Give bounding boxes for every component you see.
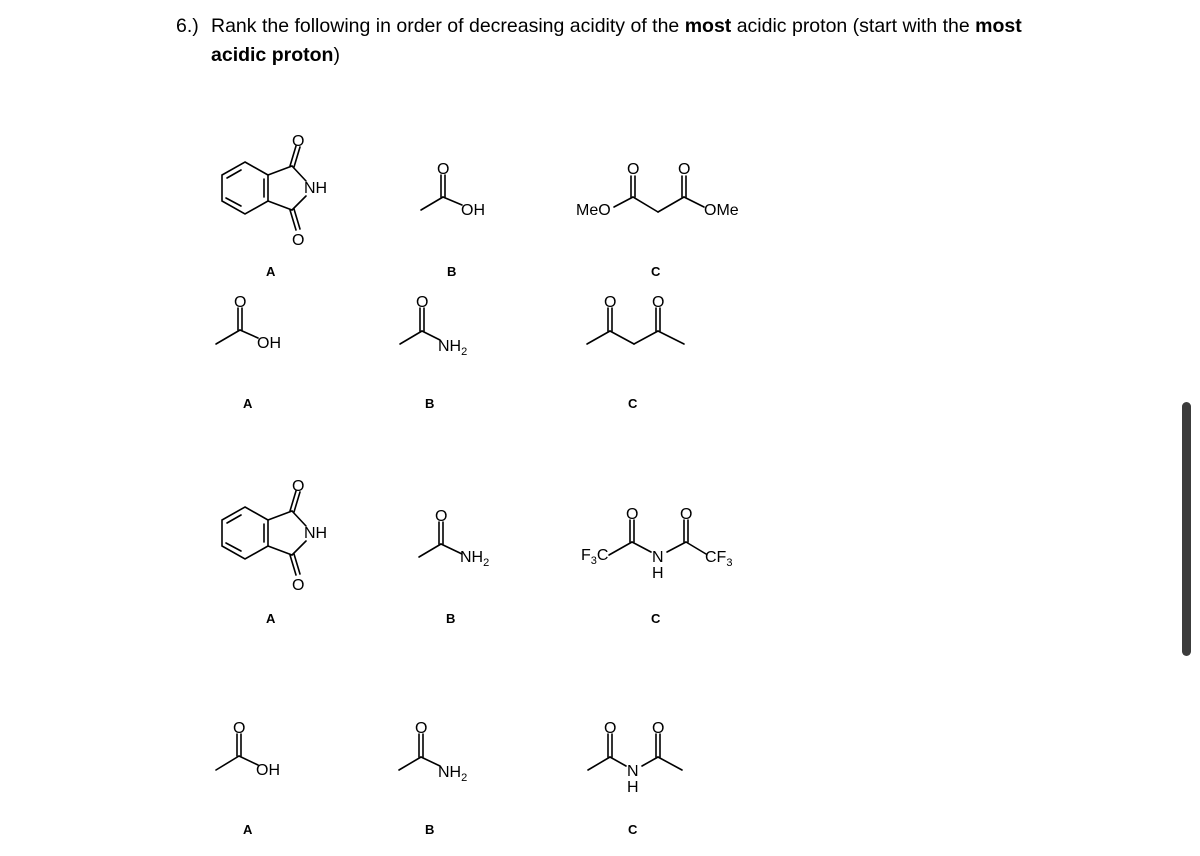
acetic-acid-structure-row4 <box>216 734 258 770</box>
atom-nh2: $NH_2$ <box>438 338 468 358</box>
atom-o: O <box>435 508 448 525</box>
atom-o: O <box>604 294 617 311</box>
atom-o: O <box>292 133 305 150</box>
compound-label-c: C <box>651 264 661 279</box>
atom-meo: MeO <box>576 202 611 219</box>
atom-h: H <box>652 565 664 582</box>
atom-o: O <box>604 720 617 737</box>
compound-label-c: C <box>628 396 638 411</box>
question-number: 6.) <box>176 15 199 37</box>
atom-h: H <box>627 779 639 796</box>
compound-label-a: A <box>243 396 253 411</box>
phthalimide-structure-row3 <box>222 491 306 575</box>
atom-oh: OH <box>461 202 485 219</box>
acetic-acid-structure-row1 <box>421 175 462 210</box>
atom-nh2: $NH_2$ <box>438 764 468 784</box>
atom-o: O <box>626 506 639 523</box>
acetamide-structure-row2 <box>400 308 440 344</box>
phthalimide-structure-row1 <box>222 146 306 230</box>
atom-o: O <box>652 720 665 737</box>
compound-label-b: B <box>446 611 456 626</box>
question-body: Rank the following in order of decreasing acidity of the most acidic proton (start with the most acidic proton) <box>211 15 1022 66</box>
atom-o: O <box>416 294 429 311</box>
atom-o: O <box>627 161 640 178</box>
atom-o: O <box>292 232 305 249</box>
atom-o: O <box>678 161 691 178</box>
atom-o: O <box>652 294 665 311</box>
dimethyl-malonate-structure-row1 <box>614 176 704 212</box>
acetylacetone-structure-row2 <box>587 308 684 344</box>
scrollbar-thumb[interactable] <box>1182 402 1191 656</box>
atom-o: O <box>415 720 428 737</box>
atom-n: N <box>627 763 639 780</box>
atom-nh: NH <box>304 180 328 197</box>
acetic-acid-structure-row2 <box>216 308 258 344</box>
compound-label-a: A <box>243 822 253 837</box>
atom-oh: OH <box>257 335 281 352</box>
atom-oh: OH <box>256 762 280 779</box>
atom-n: N <box>652 549 664 566</box>
atom-o: O <box>233 720 246 737</box>
atom-cf3: $CF_3$ <box>705 549 733 569</box>
compound-label-c: C <box>651 611 661 626</box>
compound-label-b: B <box>447 264 457 279</box>
atom-nh2: $NH_2$ <box>460 549 490 569</box>
atom-o: O <box>292 478 305 495</box>
atom-f3c: $F_3C$ <box>581 547 609 567</box>
compound-label-a: A <box>266 264 276 279</box>
compound-label-b: B <box>425 822 435 837</box>
atom-o: O <box>234 294 247 311</box>
atom-o: O <box>437 161 450 178</box>
acetamide-structure-row3 <box>419 522 462 557</box>
atom-o: O <box>292 577 305 594</box>
atom-ome: OMe <box>704 202 739 219</box>
atom-nh: NH <box>304 525 328 542</box>
compound-label-b: B <box>425 396 435 411</box>
acetamide-structure-row4 <box>399 734 440 770</box>
compound-label-a: A <box>266 611 276 626</box>
compound-label-c: C <box>628 822 638 837</box>
atom-o: O <box>680 506 693 523</box>
